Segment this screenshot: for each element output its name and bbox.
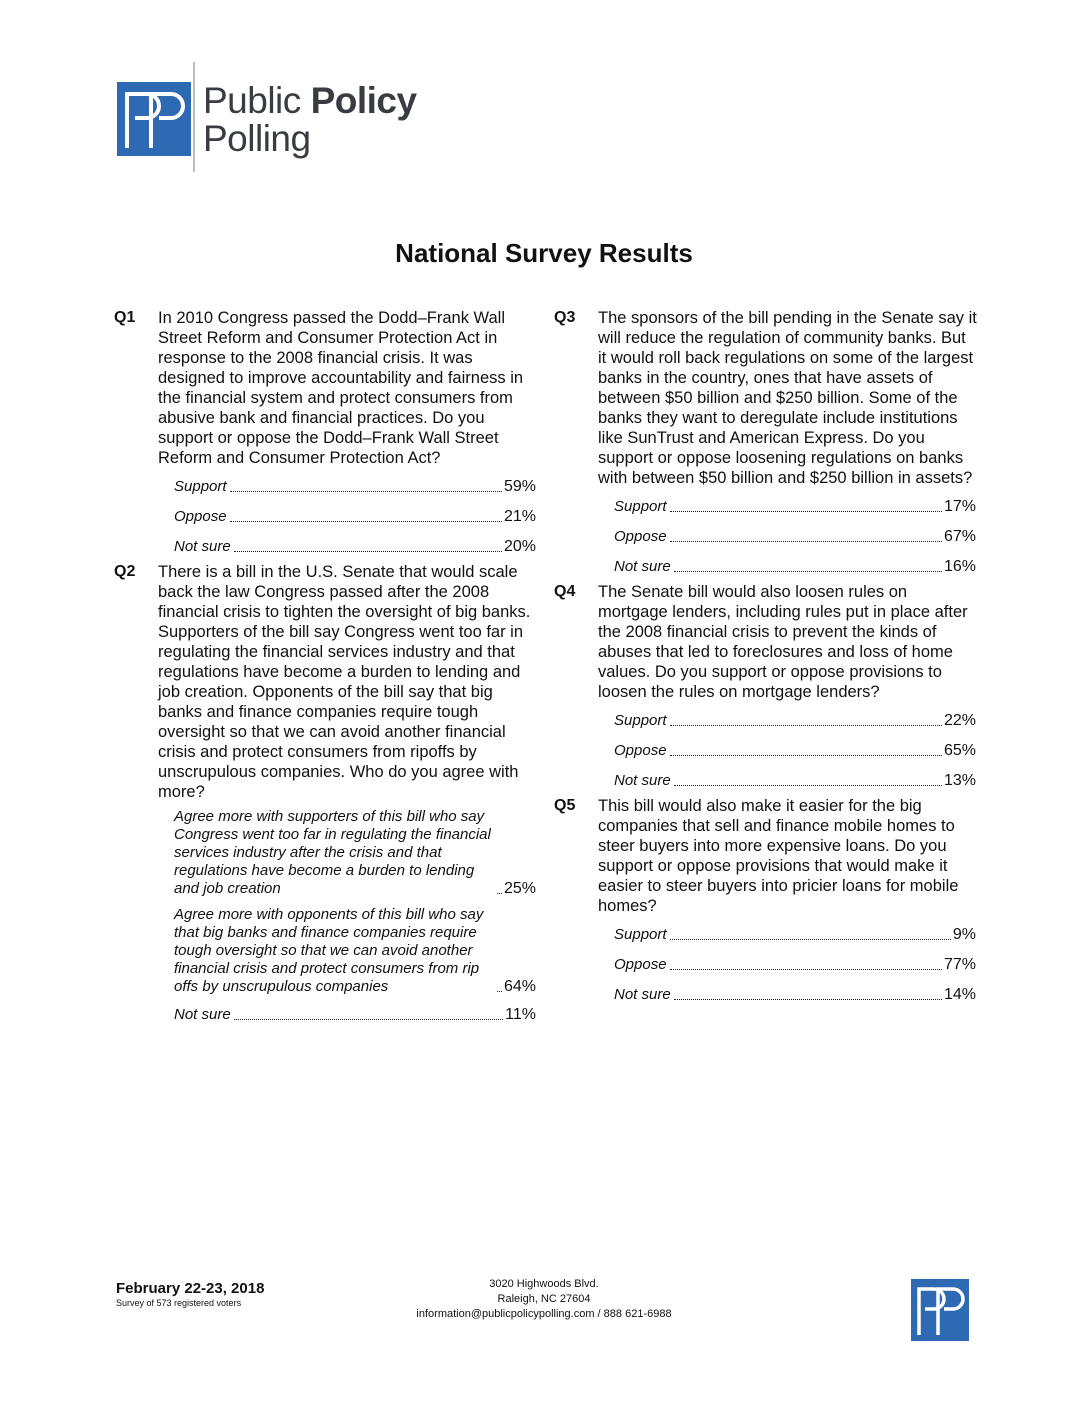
answer-list	[174, 808, 536, 1024]
pp-logo-icon	[911, 1279, 969, 1341]
question-q2	[114, 562, 544, 1024]
footer-address	[374, 1277, 714, 1322]
answer-label: Not sure	[174, 1006, 231, 1023]
answer-label: Oppose	[614, 742, 667, 759]
logo-mark	[117, 82, 191, 156]
answer-label: Not sure	[614, 772, 671, 789]
question-number: Q5	[554, 797, 576, 814]
answer-list	[614, 926, 976, 1004]
answer-percent: 65%	[943, 742, 976, 759]
answer-label: Not sure	[174, 538, 231, 555]
question-q5	[554, 796, 984, 1004]
question-q1	[114, 308, 544, 556]
brand-name-light: Public	[203, 80, 301, 121]
page-title: National Survey Results	[395, 238, 693, 268]
answer-percent: 20%	[503, 538, 536, 555]
answer-percent: 59%	[503, 478, 536, 495]
answer-percent: 9%	[952, 926, 976, 943]
contact-line: information@publicpolicypolling.com / 888 621-6988	[416, 1308, 672, 1320]
answer-percent: 14%	[943, 986, 976, 1003]
left-column	[114, 308, 544, 1036]
answer-row	[174, 478, 536, 496]
answer-percent: 11%	[505, 1006, 536, 1023]
answer-row	[174, 538, 536, 556]
answer-label: Support	[614, 926, 667, 943]
logo-divider	[193, 62, 195, 172]
address-line: Raleigh, NC 27604	[497, 1293, 591, 1305]
answer-label: Oppose	[614, 956, 667, 973]
question-number: Q2	[114, 563, 136, 580]
answer-row	[174, 508, 536, 526]
question-number: Q3	[554, 309, 576, 326]
question-q3	[554, 308, 984, 576]
answer-row	[614, 528, 976, 546]
answer-label: Agree more with supporters of this bill who say Congress went too far in regulating the financial services industry after the crisis and that regulations have become a burden to lending and job creation	[174, 808, 491, 897]
answer-row	[614, 772, 976, 790]
answer-label: Not sure	[614, 558, 671, 575]
answer-row	[174, 808, 536, 898]
answer-label: Oppose	[174, 508, 227, 525]
question-text: This bill would also make it easier for the big companies that sell and finance mobile homes to steer buyers into more expensive loans. Do you support or oppose provisions that would make it easier to steer buyers into pricier loans for mobile homes?	[598, 797, 959, 915]
answer-list	[174, 478, 536, 556]
answer-percent: 21%	[503, 508, 536, 525]
answer-percent: 17%	[943, 498, 976, 515]
question-text: The Senate bill would also loosen rules on mortgage lenders, including rules put in place after the 2008 financial crisis to prevent the kinds of abuses that led to foreclosures and loss of home values. Do you support or oppose provisions to loosen the rules on mortgage lenders?	[598, 583, 968, 701]
answer-percent: 25%	[503, 880, 536, 897]
answer-label: Support	[614, 712, 667, 729]
answer-row	[614, 498, 976, 516]
answer-percent: 16%	[943, 558, 976, 575]
answer-label: Oppose	[614, 528, 667, 545]
question-number: Q4	[554, 583, 576, 600]
answer-row	[614, 742, 976, 760]
brand-name-bold: Policy	[310, 80, 417, 121]
answer-row	[174, 906, 536, 996]
question-text: The sponsors of the bill pending in the Senate say it will reduce the regulation of community banks. But it would roll back regulations on some of the largest banks in the country, ones that have assets of between $50 billion and $250 billion. Some of the banks they want to deregulate include institutions like SunTrust and American Express. Do you support or oppose loosening regulations on banks with between $50 billion and $250 billion in assets?	[598, 309, 977, 487]
footer-date: February 22-23, 2018	[116, 1280, 265, 1297]
answer-row	[614, 986, 976, 1004]
answer-label: Not sure	[614, 986, 671, 1003]
answer-percent: 77%	[943, 956, 976, 973]
footer-survey-note: Survey of 573 registered voters	[116, 1298, 242, 1308]
question-number: Q1	[114, 309, 136, 326]
answer-percent: 64%	[503, 978, 536, 995]
question-text: In 2010 Congress passed the Dodd–Frank Wall Street Reform and Consumer Protection Act in response to the 2008 financial crisis. It was designed to improve accountability and fairness in the financial system and protect consumers from abusive bank and financial practices. Do you support or oppose the Dodd–Frank Wall Street Reform and Consumer Protection Act?	[158, 309, 524, 467]
footer-logo-mark	[911, 1279, 969, 1341]
answer-row	[614, 956, 976, 974]
answer-label: Agree more with opponents of this bill who say that big banks and finance companies require tough oversight so that we can avoid another financial crisis and protect consumers from rip offs by unscrupulous companies	[174, 906, 484, 995]
answer-percent: 13%	[943, 772, 976, 789]
answer-row	[174, 1006, 536, 1024]
question-q4	[554, 582, 984, 790]
address-line: 3020 Highwoods Blvd.	[489, 1278, 599, 1290]
answer-row	[614, 712, 976, 730]
answer-row	[614, 926, 976, 944]
answer-percent: 22%	[943, 712, 976, 729]
brand-name-line2: Polling	[203, 118, 311, 159]
answer-row	[614, 558, 976, 576]
question-text: There is a bill in the U.S. Senate that would scale back the law Congress passed after the 2008 financial crisis to tighten the oversight of big banks. Supporters of the bill say Congress went too far in regulating the financial services industry and that regulations have become a burden to lending and job creation. Opponents of the bill say that big banks and finance companies require tough oversight so that we can avoid another financial crisis and protect consumers from ripoffs by unscrupulous companies. Who do you agree with more?	[158, 563, 531, 801]
brand-wordmark	[203, 82, 417, 158]
answer-list	[614, 712, 976, 790]
answer-percent: 67%	[943, 528, 976, 545]
pp-logo-icon	[117, 82, 191, 156]
answer-label: Support	[174, 478, 227, 495]
right-column	[554, 308, 984, 1016]
answer-label: Support	[614, 498, 667, 515]
answer-list	[614, 498, 976, 576]
